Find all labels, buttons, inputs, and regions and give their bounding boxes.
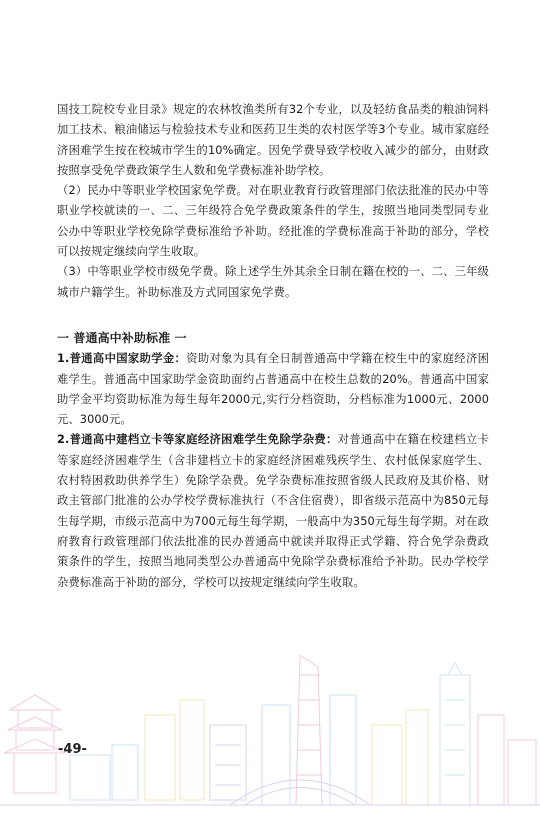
section-heading: 一 普通高中补助标准 一 [57,330,187,345]
item-national-grant [57,349,489,430]
page-number: -49- [58,742,87,757]
item-national-grant-lead: 1.普通高中国家助学金： [57,352,187,366]
city-skyline-illustration [0,655,540,816]
stadium-icon [230,780,370,805]
spire-building-icon [440,663,470,805]
item-fee-exemption [57,430,489,592]
paragraph-municipal-tuition-waiver: （3）中等职业学校市级免学费。除上述学生外其余全日制在籍在校的一、二、三年级城市户籍学生。补助标准及方式同国家免学费。 [57,265,489,299]
pagoda-icon [4,695,66,793]
paragraph-private-vocational-schools: （2）民办中等职业学校国家免学费。对在职业教育行政管理部门依法批准的民办中等职业学校就读的一、二、三年级符合免学费政策条件的学生，按照当地同类型同专业公办中等职业学校免除学费标准给予补助。经批准的学费标准高于补助的部分，学校可以按规定继续向学生收取。 [57,184,489,259]
item-national-grant-text: 资助对象为具有全日制普通高中学籍在校生中的家庭经济困难学生。普通高中国家助学金资助面约占普通高中在校生总数的20%。普通高中国家助学金平均资助标准为每生每年2000元,实行分档资助，分档标准为1000元、2000元、3000元。 [57,352,489,427]
body-text [57,100,489,593]
paragraph-agricultural-majors: 国技工院校专业目录》规定的农林牧渔类所有32个专业，以及轻纺食品类的粮油饲料加工技术、粮油储运与检验技术专业和医药卫生类的农村医学等3个专业。城市家庭经济困难学生按在校城市学生的10%确定。因免学费导致学校收入减少的部分，由财政按照享受免学费政策学生人数和免学费标准补助学校。 [57,103,489,177]
tower-icon [296,655,322,805]
item-fee-exemption-text: 对普通高中在籍在校建档立卡等家庭经济困难学生（含非建档立卡的家庭经济困难残疾学生、农村低保家庭学生、农村特困救助供养学生）免除学杂费。免学杂费标准按照省级人民政府及其价格、财政主管部门批准的公办学校学费标准执行（不含住宿费），即省级示范高中为850元每生每学期，市级示范高中为700元每生每学期，一般高中为350元每生每学期。对在政府教育行政管理部门依法批准的民办普通高中就读并取得正式学籍、符合免学杂费政策条件的学生，按照当地同类型公办普通高中免除学杂费标准给予补助。民办学校学杂费标准高于补助的部分，学校可以按规定继续向学生收取。 [57,433,489,589]
item-fee-exemption-lead: 2.普通高中建档立卡等家庭经济困难学生免除学杂费： [57,433,338,447]
